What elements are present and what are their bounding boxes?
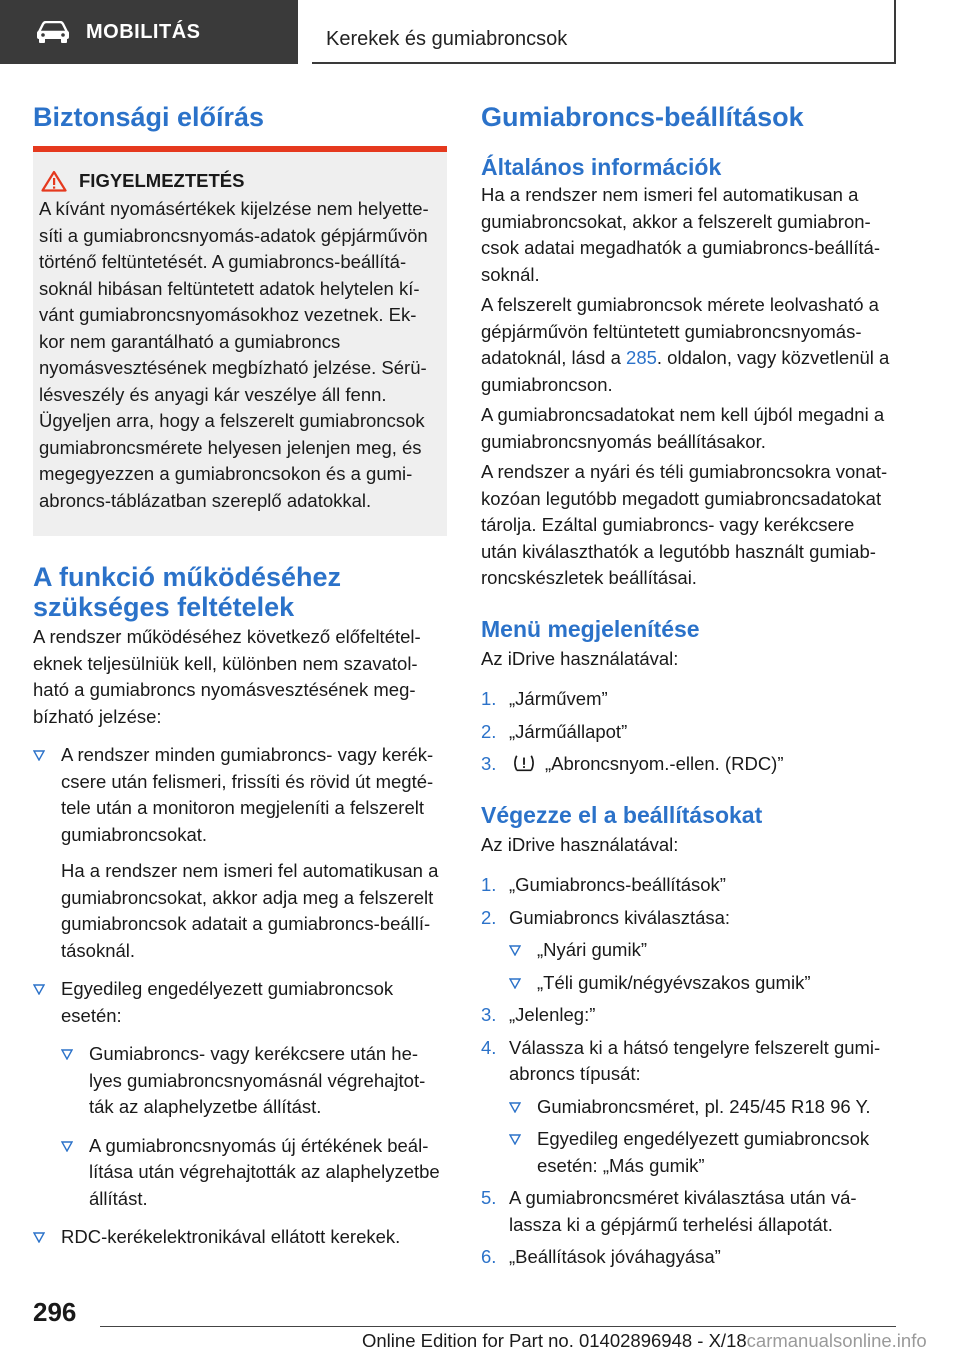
triangle-bullet-icon — [33, 984, 45, 995]
step-item — [481, 1002, 897, 1029]
step-number: 2. — [481, 720, 497, 742]
step-text: „Beállítások jóváhagyása” — [509, 1246, 721, 1267]
step-item — [481, 1244, 897, 1271]
step-text: „Gumiabroncs-beállítások” — [509, 874, 726, 895]
step-text: „Járművem” — [509, 688, 608, 709]
text-line: gumiabroncsokat, akkor adja meg a felszerelt — [61, 886, 434, 908]
sub-list — [509, 1094, 897, 1180]
text-line: nyomásvesztésének megbízható jelzése. Sérü- — [39, 357, 427, 378]
text-line: abroncs-táblázatban szereplő adatokkal. — [39, 489, 372, 511]
text-span: Gumiabroncsméret, pl. 245/45 R18 96 Y. — [537, 1095, 871, 1117]
step-text: „Jelenleg:” — [509, 1004, 596, 1025]
sub-list-item — [509, 1094, 897, 1121]
text-line: gumiabroncsmérete helyesen jelenjen meg, és — [39, 436, 422, 458]
text-line: gumiabroncsokat, akkor a felszerelt gumiabron- — [481, 210, 871, 232]
text-line: síti a gumiabroncsnyomás-adatok gépjárművön — [39, 224, 428, 246]
text-line: esetén: — [61, 1004, 122, 1026]
text-line: történő feltüntetését. A gumiabroncs-beállítá- — [39, 251, 407, 272]
sub-list — [61, 1041, 447, 1212]
menu-intro: Az iDrive használatával: — [481, 647, 679, 669]
text-line: A rendszer minden gumiabroncs- vagy kerék- — [61, 744, 434, 765]
step-number: 5. — [481, 1187, 497, 1208]
edition-text: Online Edition for Part no. 01402896948 - X/18 — [362, 1330, 747, 1351]
text-line: csok adatai megadhatók a gumiabroncs-beállítá- — [481, 237, 881, 258]
general-paragraph-1 — [481, 182, 897, 288]
warning-header — [39, 168, 441, 194]
chapter-title: Kerekek és gumiabroncsok — [326, 28, 568, 50]
warning-label: FIGYELMEZTETÉS — [79, 170, 245, 191]
step-item — [481, 686, 897, 713]
step-number: 6. — [481, 1246, 497, 1267]
triangle-bullet-icon — [509, 1102, 521, 1113]
text-line: abroncs típusát: — [509, 1063, 641, 1084]
step-item — [481, 1035, 897, 1180]
settings-heading: Végezze el a beállításokat — [481, 801, 763, 828]
text-line: lassza ki a gépjármű terhelési állapotát. — [509, 1213, 833, 1235]
text-line: Ha a rendszer nem ismeri fel automatikusan a — [481, 184, 859, 205]
text-line: csere után felismeri, frissíti és rövid út megté- — [61, 770, 434, 792]
text-line: Egyedileg engedélyezett gumiabroncsok — [61, 978, 394, 999]
menu-steps — [481, 686, 897, 778]
text-line: A gumiabroncsméret kiválasztása után vá- — [509, 1187, 857, 1208]
text-line: roncskészletek beállításai. — [481, 567, 697, 588]
list-item — [33, 742, 447, 964]
sub-list-item — [509, 937, 897, 964]
text-line: lyes gumiabroncsnyomásnál végrehajtot- — [89, 1069, 426, 1091]
step-number: 2. — [481, 906, 497, 928]
footer — [362, 1330, 927, 1352]
text-line: gumiabroncson. — [481, 373, 613, 395]
text-line: tele után a monitoron megjeleníti a felszerelt — [61, 797, 425, 818]
text-span: „Nyári gumik” — [537, 939, 647, 960]
text-line: megegyezzen a gumiabroncsokon és a gumi- — [39, 463, 413, 484]
text-line: Ha a rendszer nem ismeri fel automatikusan a — [61, 860, 439, 881]
car-icon — [36, 21, 70, 43]
text-line: A rendszer működéséhez következő előfeltétel- — [33, 626, 421, 647]
general-paragraph-2 — [481, 292, 897, 398]
triangle-bullet-icon — [509, 1134, 521, 1145]
condition-list — [33, 742, 447, 1251]
text-span: adatoknál, lásd a — [481, 347, 627, 368]
general-info-heading: Általános információk — [481, 154, 722, 180]
text-line: soknál hibásan feltüntetett adatok helytelen kí- — [39, 277, 420, 299]
text-line: tásoknál. — [61, 939, 136, 961]
triangle-bullet-icon — [61, 1141, 73, 1152]
watermark-text: carmanualsonline.info — [746, 1330, 927, 1351]
general-paragraph-3 — [481, 402, 897, 455]
step-text: Gumiabroncs kiválasztása: — [509, 906, 731, 928]
list-item — [33, 1224, 447, 1251]
text-span: . oldalon, vagy közvetlenül a — [656, 347, 890, 368]
text-line: tárolja. Ezáltal gumiabroncs- vagy kerékcsere — [481, 514, 855, 535]
text-line: gumiabroncsok adatait a gumiabroncs-beállí- — [61, 913, 431, 934]
text-line: kozóan legutóbb megadott gumiabroncsadatokat — [481, 487, 882, 509]
chapter-header — [312, 0, 896, 64]
menu-heading: Menü megjelenítése — [481, 615, 700, 642]
step-item — [481, 719, 897, 746]
text-line: A gumiabroncsadatokat nem kell újból megadni a — [481, 404, 885, 425]
warning-text — [39, 196, 441, 514]
step-item — [481, 905, 897, 997]
step-number: 1. — [481, 688, 497, 709]
triangle-bullet-icon — [509, 945, 521, 956]
step-number: 3. — [481, 753, 497, 774]
footer-divider — [100, 1326, 896, 1327]
triangle-bullet-icon — [61, 1049, 73, 1060]
text-line: vánt gumiabroncsnyomásokhoz vezetnek. Ek- — [39, 304, 417, 325]
function-heading — [33, 562, 447, 622]
text-line: bízható jelzése: — [33, 705, 162, 727]
text-line: Ügyeljen arra, hogy a felszerelt gumiabroncsok — [39, 410, 425, 431]
text-span: „Téli gumik/négyévszakos gumik” — [537, 971, 811, 993]
warning-triangle-icon — [41, 170, 67, 192]
step-text: „Abroncsnyom.-ellen. (RDC)” — [545, 753, 784, 774]
sub-list-item — [509, 1126, 897, 1179]
step-number: 4. — [481, 1036, 497, 1058]
page-number: 296 — [33, 1297, 77, 1327]
tire-pressure-warning-icon — [511, 753, 537, 773]
text-line: Egyedileg engedélyezett gumiabroncsok — [537, 1128, 870, 1149]
text-line: A rendszer a nyári és téli gumiabroncsokra vonat- — [481, 461, 888, 482]
text-line: soknál. — [481, 263, 540, 285]
step-number: 1. — [481, 874, 497, 895]
text-line — [481, 345, 897, 372]
text-line: lítása után végrehajtották az alaphelyzetbe — [89, 1161, 440, 1182]
settings-intro: Az iDrive használatával: — [481, 833, 679, 855]
text-line: gumiabroncsnyomás beállításakor. — [481, 430, 766, 452]
warning-box — [33, 152, 447, 536]
section-tab — [0, 0, 298, 64]
sub-list-item — [509, 970, 897, 997]
list-item — [33, 976, 447, 1212]
left-column — [33, 100, 447, 1251]
heading-line: A funkció működéséhez — [33, 562, 342, 592]
sub-list-item — [61, 1133, 447, 1213]
text-line: A kívánt nyomásértékek kijelzése nem helyette- — [39, 198, 429, 219]
right-column — [481, 100, 897, 1271]
text-line: gépjárművön feltüntetett gumiabroncsnyomás- — [481, 320, 862, 342]
sub-list-item — [61, 1041, 447, 1121]
heading-line: szükséges feltételek — [33, 592, 295, 622]
safety-heading: Biztonsági előírás — [33, 102, 265, 132]
page-reference-link[interactable]: 285 — [626, 347, 657, 368]
text-line: gumiabroncsokat. — [61, 823, 208, 845]
step-item — [481, 1185, 897, 1238]
section-title: MOBILITÁS — [86, 20, 201, 43]
function-intro — [33, 624, 447, 730]
text-line: kor nem garantálható a gumiabroncs — [39, 330, 341, 352]
tire-settings-heading: Gumiabroncs-beállítások — [481, 102, 804, 132]
step-number: 3. — [481, 1004, 497, 1025]
step-item — [481, 751, 897, 778]
text-line: lésveszély és anyagi kár veszélye áll fenn. — [39, 383, 387, 405]
text-line: állítást. — [89, 1187, 148, 1209]
text-line: RDC-kerékelektronikával ellátott kerekek. — [61, 1226, 401, 1247]
text-line: A gumiabroncsnyomás új értékének beál- — [89, 1134, 429, 1156]
text-line: ható a gumiabroncs nyomásvesztésének meg- — [33, 679, 416, 700]
text-line: eknek teljesülniük kell, különben nem szavatol- — [33, 652, 418, 674]
text-line: Válassza ki a hátsó tengelyre felszerelt gumi- — [509, 1036, 881, 1058]
text-line: A felszerelt gumiabroncsok mérete leolvasható a — [481, 294, 879, 315]
text-line: ták az alaphelyzetbe állítást. — [89, 1096, 322, 1117]
text-line: Gumiabroncs- vagy kerékcsere után he- — [89, 1043, 419, 1064]
triangle-bullet-icon — [33, 750, 45, 761]
general-paragraph-4 — [481, 459, 897, 592]
text-line: után kiválaszthatók a legutóbb használt gumiab- — [481, 540, 876, 562]
step-item — [481, 872, 897, 899]
settings-steps — [481, 872, 897, 1271]
step-text: „Járműállapot” — [509, 720, 628, 742]
triangle-bullet-icon — [33, 1232, 45, 1243]
sub-list — [509, 937, 897, 996]
triangle-bullet-icon — [509, 978, 521, 989]
text-line: esetén: „Más gumik” — [537, 1154, 705, 1176]
